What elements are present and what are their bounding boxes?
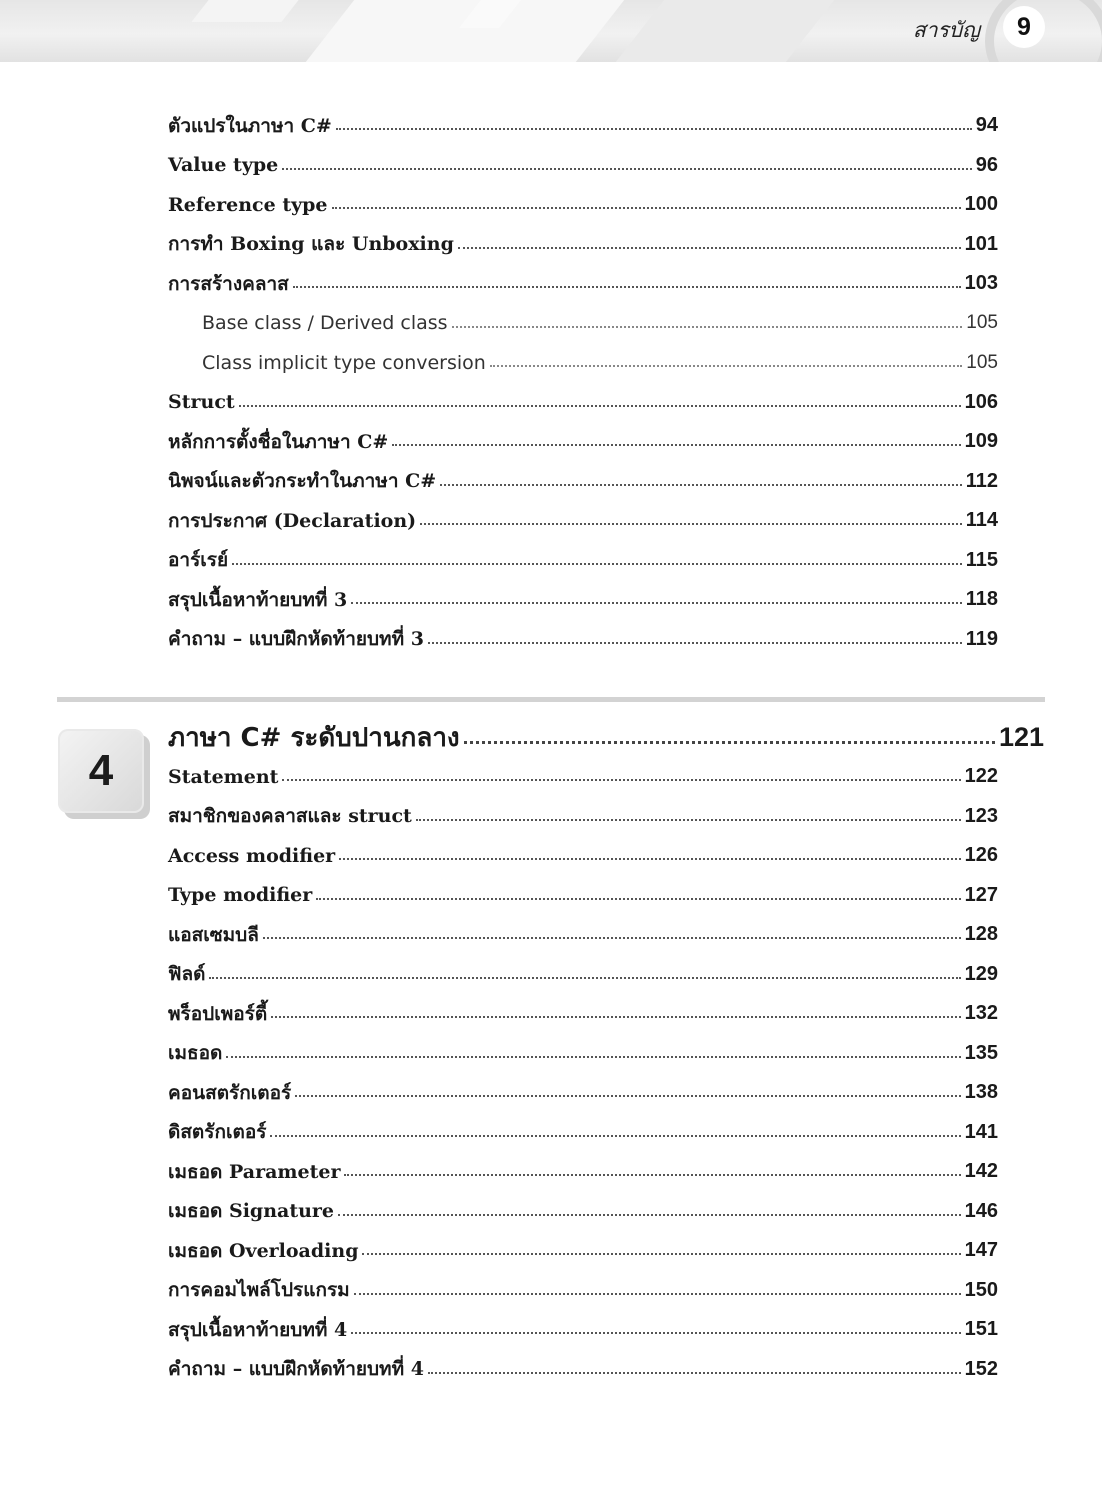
toc-entry[interactable] bbox=[168, 580, 998, 620]
toc-entry-title: Statement bbox=[168, 765, 279, 788]
page-header bbox=[0, 0, 1102, 62]
toc-entry-title: ดิสตรักเตอร์ bbox=[168, 1121, 267, 1144]
dot-leader bbox=[428, 1371, 961, 1374]
toc-entry-page: 127 bbox=[964, 883, 998, 906]
dot-leader bbox=[293, 285, 961, 288]
toc-entry[interactable] bbox=[168, 501, 998, 541]
dot-leader bbox=[295, 1094, 960, 1097]
toc-entry[interactable] bbox=[168, 1113, 998, 1153]
dot-leader bbox=[392, 443, 960, 446]
dot-leader bbox=[338, 1213, 961, 1216]
toc-entry[interactable] bbox=[168, 1350, 998, 1390]
toc-entry-page: 129 bbox=[964, 962, 998, 985]
dot-leader bbox=[351, 1331, 960, 1334]
toc-entry[interactable] bbox=[168, 1231, 998, 1271]
toc-entry-page: 105 bbox=[966, 312, 998, 334]
toc-entry-title: อาร์เรย์ bbox=[168, 549, 229, 572]
toc-entry-title: Value type bbox=[168, 154, 279, 177]
dot-leader bbox=[270, 1134, 960, 1137]
toc-entry[interactable] bbox=[168, 304, 998, 344]
toc-entry[interactable] bbox=[168, 955, 998, 995]
toc-entry-title: สรุปเนื้อหาท้ายบทที่ 4 bbox=[168, 1318, 348, 1341]
toc-entry-title: Access modifier bbox=[168, 844, 336, 867]
toc-entry-title: เมธอด bbox=[168, 1042, 223, 1065]
dot-leader bbox=[362, 1252, 960, 1255]
toc-entry-page: 100 bbox=[964, 193, 998, 216]
toc-entry-page: 135 bbox=[964, 1041, 998, 1064]
toc-entry-page: 118 bbox=[965, 588, 998, 611]
toc-entry-page: 112 bbox=[965, 469, 998, 492]
toc-entry[interactable] bbox=[168, 797, 998, 837]
header-decoration bbox=[616, 0, 834, 62]
dot-leader bbox=[354, 1292, 961, 1295]
toc-entry-title: Base class / Derived class bbox=[202, 312, 448, 335]
dot-leader bbox=[339, 857, 960, 860]
dot-leader bbox=[316, 897, 960, 900]
toc-entry-page: 123 bbox=[964, 804, 998, 827]
dot-leader bbox=[263, 936, 961, 939]
toc-entry[interactable] bbox=[168, 383, 998, 423]
dot-leader bbox=[420, 522, 962, 525]
toc-entry[interactable] bbox=[168, 620, 998, 660]
dot-leader bbox=[239, 404, 961, 407]
toc-list-chapter-3 bbox=[168, 106, 998, 659]
toc-entry-title: Class implicit type conversion bbox=[202, 351, 486, 374]
toc-entry[interactable] bbox=[168, 836, 998, 876]
toc-entry-page: 94 bbox=[975, 114, 998, 137]
toc-entry-title: Reference type bbox=[168, 193, 328, 216]
toc-entry-page: 128 bbox=[964, 923, 998, 946]
dot-leader bbox=[416, 818, 961, 821]
dot-leader bbox=[490, 364, 962, 367]
chapter-number-tab: 4 bbox=[58, 729, 144, 813]
toc-entry[interactable] bbox=[168, 264, 998, 304]
toc-entry-title: หลักการตั้งชื่อในภาษา C# bbox=[168, 430, 389, 453]
toc-entry-page: 105 bbox=[966, 351, 998, 373]
toc-entry-page: 96 bbox=[975, 153, 998, 176]
toc-entry[interactable] bbox=[168, 876, 998, 916]
toc-entry-page: 147 bbox=[964, 1239, 998, 1262]
toc-entry-page: 138 bbox=[964, 1081, 998, 1104]
dot-leader bbox=[464, 740, 995, 744]
toc-entry-page: 151 bbox=[964, 1318, 998, 1341]
header-decoration bbox=[191, 0, 298, 22]
dot-leader bbox=[458, 246, 961, 249]
section-label: สารบัญ bbox=[912, 18, 980, 42]
toc-list-chapter-4 bbox=[168, 757, 998, 1389]
header-decoration bbox=[306, 0, 624, 62]
toc-entry-title: การสร้างคลาส bbox=[168, 272, 289, 295]
toc-entry-title: สมาชิกของคลาสและ struct bbox=[168, 805, 412, 828]
toc-entry[interactable] bbox=[168, 1271, 998, 1311]
toc-entry[interactable] bbox=[168, 1152, 998, 1192]
toc-entry-page: 142 bbox=[964, 1160, 998, 1183]
dot-leader bbox=[351, 601, 962, 604]
toc-entry-title: การประกาศ (Declaration) bbox=[168, 509, 417, 532]
chapter-heading[interactable] bbox=[168, 716, 1044, 758]
dot-leader bbox=[282, 778, 960, 781]
toc-entry[interactable] bbox=[168, 541, 998, 581]
toc-entry-title: Type modifier bbox=[168, 884, 313, 907]
toc-entry-page: 109 bbox=[964, 430, 998, 453]
toc-entry[interactable] bbox=[168, 1034, 998, 1074]
toc-entry[interactable] bbox=[168, 1192, 998, 1232]
toc-entry-title: คำถาม – แบบฝึกหัดท้ายบทที่ 4 bbox=[168, 1358, 424, 1381]
dot-leader bbox=[209, 976, 960, 979]
toc-entry[interactable] bbox=[168, 757, 998, 797]
toc-entry-title: การคอมไพล์โปรแกรม bbox=[168, 1279, 350, 1302]
dot-leader bbox=[336, 127, 972, 130]
toc-entry-page: 126 bbox=[964, 844, 998, 867]
toc-entry-page: 119 bbox=[965, 627, 998, 650]
toc-entry-page: 146 bbox=[964, 1199, 998, 1222]
toc-entry-page: 103 bbox=[964, 272, 998, 295]
toc-entry-page: 122 bbox=[964, 765, 998, 788]
dot-leader bbox=[226, 1055, 960, 1058]
toc-entry-page: 152 bbox=[964, 1357, 998, 1380]
toc-entry-title: Struct bbox=[168, 391, 235, 414]
toc-entry-title: แอสเซมบลี bbox=[168, 923, 259, 946]
toc-entry[interactable] bbox=[168, 343, 998, 383]
toc-entry-title: การทำ Boxing และ Unboxing bbox=[168, 233, 454, 256]
toc-entry-title: เมธอด Parameter bbox=[168, 1160, 341, 1183]
chapter-title: ภาษา C# ระดับปานกลาง bbox=[168, 722, 460, 753]
toc-entry-title: นิพจน์และตัวกระทำในภาษา C# bbox=[168, 470, 437, 493]
toc-entry[interactable] bbox=[168, 106, 998, 146]
toc-entry[interactable] bbox=[168, 994, 998, 1034]
dot-leader bbox=[271, 1015, 960, 1018]
dot-leader bbox=[344, 1173, 960, 1176]
toc-entry-title: คำถาม – แบบฝึกหัดท้ายบทที่ 3 bbox=[168, 628, 424, 651]
dot-leader bbox=[452, 325, 963, 328]
toc-entry[interactable] bbox=[168, 185, 998, 225]
toc-entry[interactable] bbox=[168, 225, 998, 265]
chapter-divider bbox=[57, 697, 1045, 702]
toc-entry[interactable] bbox=[168, 1073, 998, 1113]
toc-entry[interactable] bbox=[168, 1310, 998, 1350]
dot-leader bbox=[282, 167, 972, 170]
chapter-page-number: 121 bbox=[998, 721, 1044, 752]
toc-entry[interactable] bbox=[168, 915, 998, 955]
dot-leader bbox=[428, 641, 962, 644]
dot-leader bbox=[332, 206, 961, 209]
toc-entry[interactable] bbox=[168, 422, 998, 462]
toc-entry[interactable] bbox=[168, 462, 998, 502]
toc-entry-title: ตัวแปรในภาษา C# bbox=[168, 114, 332, 137]
toc-entry-title: พร็อปเพอร์ตี้ bbox=[168, 1002, 268, 1025]
toc-entry-page: 150 bbox=[964, 1278, 998, 1301]
toc-entry-title: เมธอด Signature bbox=[168, 1200, 335, 1223]
toc-entry-page: 114 bbox=[965, 509, 998, 532]
page-number: 9 bbox=[1003, 6, 1045, 48]
dot-leader bbox=[440, 483, 962, 486]
toc-entry-page: 115 bbox=[965, 548, 998, 571]
toc-entry-page: 106 bbox=[964, 390, 998, 413]
dot-leader bbox=[232, 562, 962, 565]
toc-entry-title: ฟิลด์ bbox=[168, 963, 206, 986]
toc-entry-title: เมธอด Overloading bbox=[168, 1239, 359, 1262]
toc-entry-title: คอนสตรักเตอร์ bbox=[168, 1081, 292, 1104]
toc-entry[interactable] bbox=[168, 146, 998, 186]
toc-entry-page: 132 bbox=[964, 1002, 998, 1025]
toc-entry-page: 101 bbox=[964, 232, 998, 255]
toc-entry-page: 141 bbox=[964, 1120, 998, 1143]
toc-entry-title: สรุปเนื้อหาท้ายบทที่ 3 bbox=[168, 588, 348, 611]
